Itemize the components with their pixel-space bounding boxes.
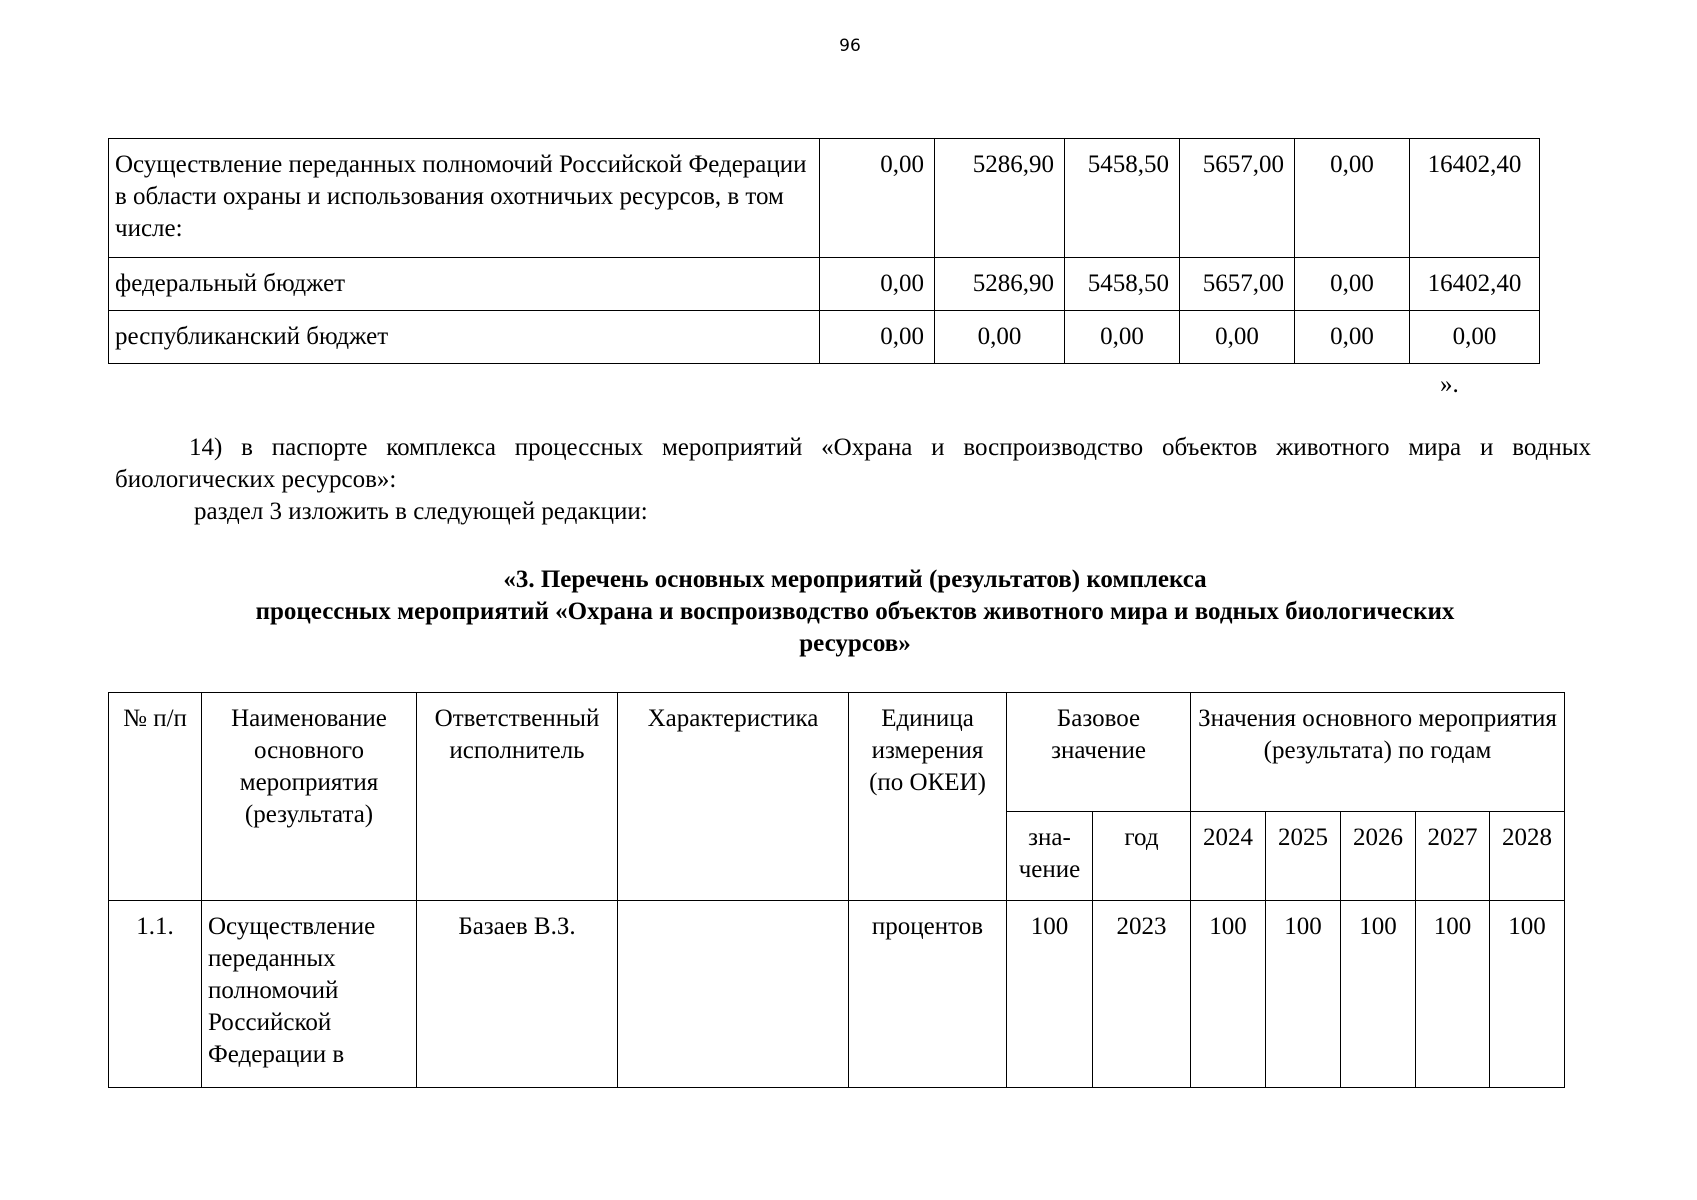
paragraph-instruction: раздел 3 изложить в следующей редакции: [194,498,648,525]
value-cell: 16402,40 [1410,139,1540,258]
header-year: 2024 [1191,812,1266,901]
value-cell: 0,00 [1180,311,1295,364]
header-base-year: год [1093,812,1191,901]
row-responsible: Базаев В.З. [417,901,618,1088]
value-cell: 5657,00 [1180,139,1295,258]
header-unit: Единица измерения (по ОКЕИ) [849,693,1007,901]
value-cell: 5286,90 [935,139,1065,258]
header-year: 2025 [1266,812,1341,901]
value-cell: 5286,90 [935,258,1065,311]
header-values: Значения основного мероприятия (результата) по годам [1191,693,1565,812]
value-cell: 0,00 [1295,311,1410,364]
heading-line: процессных мероприятий «Охрана и воспроизводство объектов животного мира и водных биологических [255,598,1455,625]
heading-line: «3. Перечень основных мероприятий (результатов) комплекса [503,566,1207,593]
row-year-value: 100 [1416,901,1490,1088]
row-label: Осуществление переданных полномочий Российской Федерации в области охраны и использования охотничьих ресурсов, в том числе: [109,139,820,258]
header-base-value: зна-чение [1007,812,1093,901]
value-cell: 0,00 [1295,258,1410,311]
header-year: 2026 [1341,812,1416,901]
header-responsible: Ответственный исполнитель [417,693,618,901]
table-row [109,311,1540,364]
row-unit: процентов [849,901,1007,1088]
activities-table [108,692,1565,1088]
page-number: 96 [839,36,861,56]
row-base-value: 100 [1007,901,1093,1088]
row-year-value: 100 [1266,901,1341,1088]
value-cell: 5458,50 [1065,139,1180,258]
row-label: республиканский бюджет [109,311,820,364]
section-heading [150,564,1560,660]
row-characteristic [618,901,849,1088]
funding-table [108,138,1540,364]
row-base-year: 2023 [1093,901,1191,1088]
header-base: Базовое значение [1007,693,1191,812]
value-cell: 0,00 [1295,139,1410,258]
header-year: 2028 [1490,812,1565,901]
row-label: федеральный бюджет [109,258,820,311]
header-name: Наименование основного мероприятия (результата) [202,693,417,901]
value-cell: 0,00 [935,311,1065,364]
header-row [109,693,1565,812]
closing-quote: ». [1440,371,1459,398]
value-cell: 5657,00 [1180,258,1295,311]
header-year: 2027 [1416,812,1490,901]
value-cell: 5458,50 [1065,258,1180,311]
table-row [109,139,1540,258]
row-name: Осуществление переданных полномочий Российской Федерации в [202,901,417,1088]
value-cell: 0,00 [820,311,935,364]
row-year-value: 100 [1341,901,1416,1088]
paragraph-14: 14) в паспорте комплекса процессных мероприятий «Охрана и воспроизводство объектов животного мира и водных биологических ресурсов»: [115,434,1591,493]
header-num: № п/п [109,693,202,901]
heading-line: ресурсов» [799,630,911,657]
value-cell: 0,00 [1065,311,1180,364]
row-num: 1.1. [109,901,202,1088]
table-row [109,901,1565,1088]
table-row [109,258,1540,311]
header-characteristic: Характеристика [618,693,849,901]
row-year-value: 100 [1490,901,1565,1088]
row-year-value: 100 [1191,901,1266,1088]
value-cell: 0,00 [1410,311,1540,364]
value-cell: 0,00 [820,139,935,258]
value-cell: 16402,40 [1410,258,1540,311]
value-cell: 0,00 [820,258,935,311]
